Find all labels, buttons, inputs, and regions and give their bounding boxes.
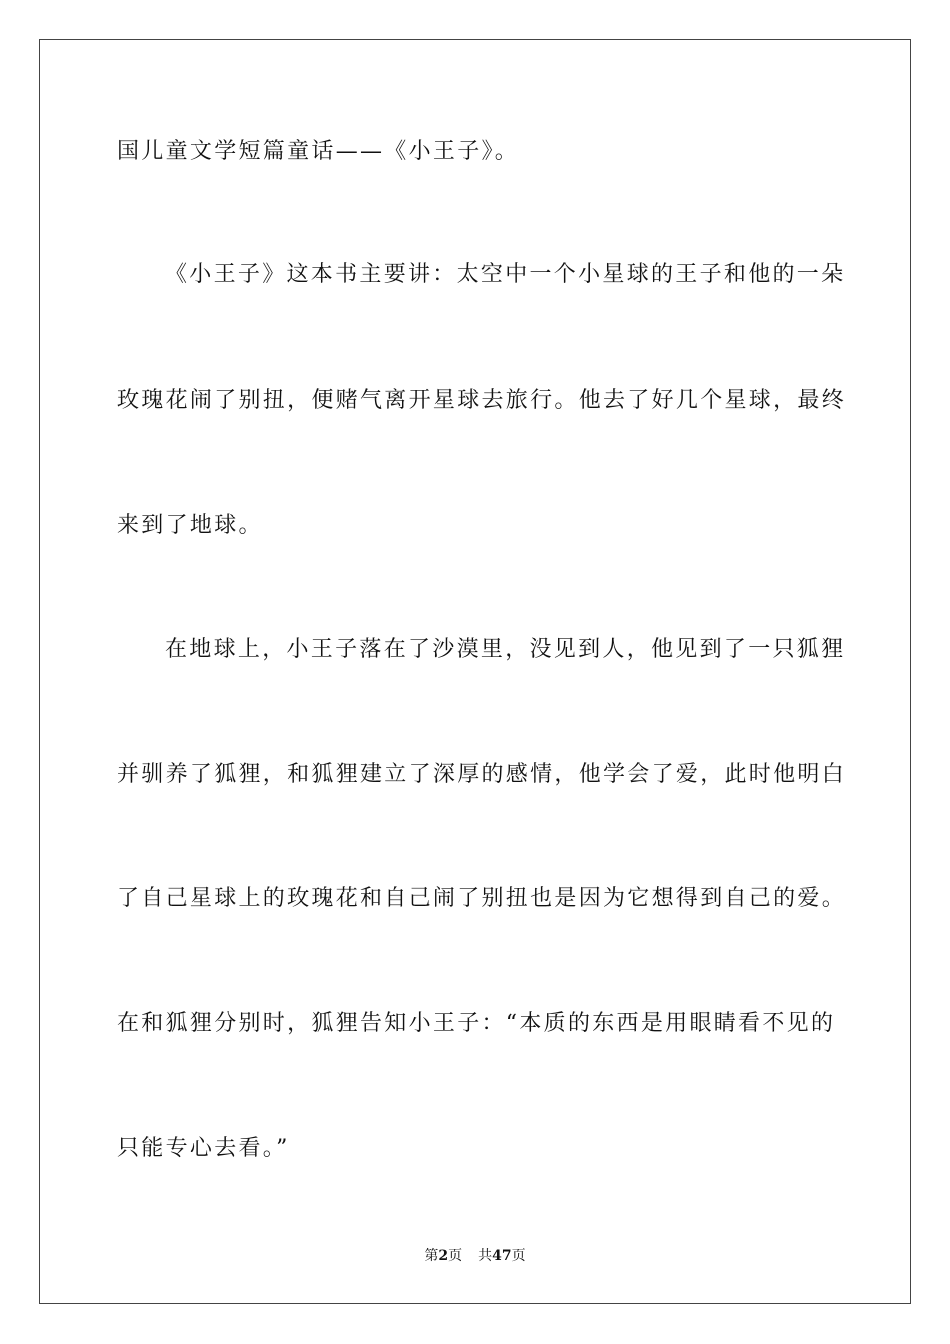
page-suffix: 页 — [448, 1248, 463, 1264]
text-line-1: 国儿童文学短篇童话——《小王子》。 — [117, 139, 520, 164]
page-frame — [39, 39, 911, 1304]
page-footer — [0, 1247, 950, 1265]
total-pages: 47 — [492, 1248, 512, 1264]
total-prefix: 共 — [478, 1248, 493, 1264]
total-suffix: 页 — [511, 1248, 526, 1264]
text-line-2: 《小王子》这本书主要讲：太空中一个小星球的王子和他的一朵 — [165, 262, 846, 287]
text-line-9: 只能专心去看。” — [117, 1136, 290, 1161]
text-line-6: 并驯养了狐狸，和狐狸建立了深厚的感情，他学会了爱，此时他明白 — [117, 762, 847, 787]
text-line-4: 来到了地球。 — [117, 513, 263, 538]
text-line-8: 在和狐狸分别时，狐狸告知小王子：“本质的东西是用眼睛看不见的 — [117, 1011, 836, 1036]
page-number: 2 — [438, 1248, 449, 1264]
page-prefix: 第 — [424, 1248, 439, 1264]
text-line-7: 了自己星球上的玫瑰花和自己闹了别扭也是因为它想得到自己的爱。 — [117, 886, 847, 911]
text-line-3: 玫瑰花闹了别扭，便赌气离开星球去旅行。他去了好几个星球，最终 — [117, 388, 847, 413]
text-line-5: 在地球上，小王子落在了沙漠里，没见到人，他见到了一只狐狸 — [165, 637, 846, 662]
